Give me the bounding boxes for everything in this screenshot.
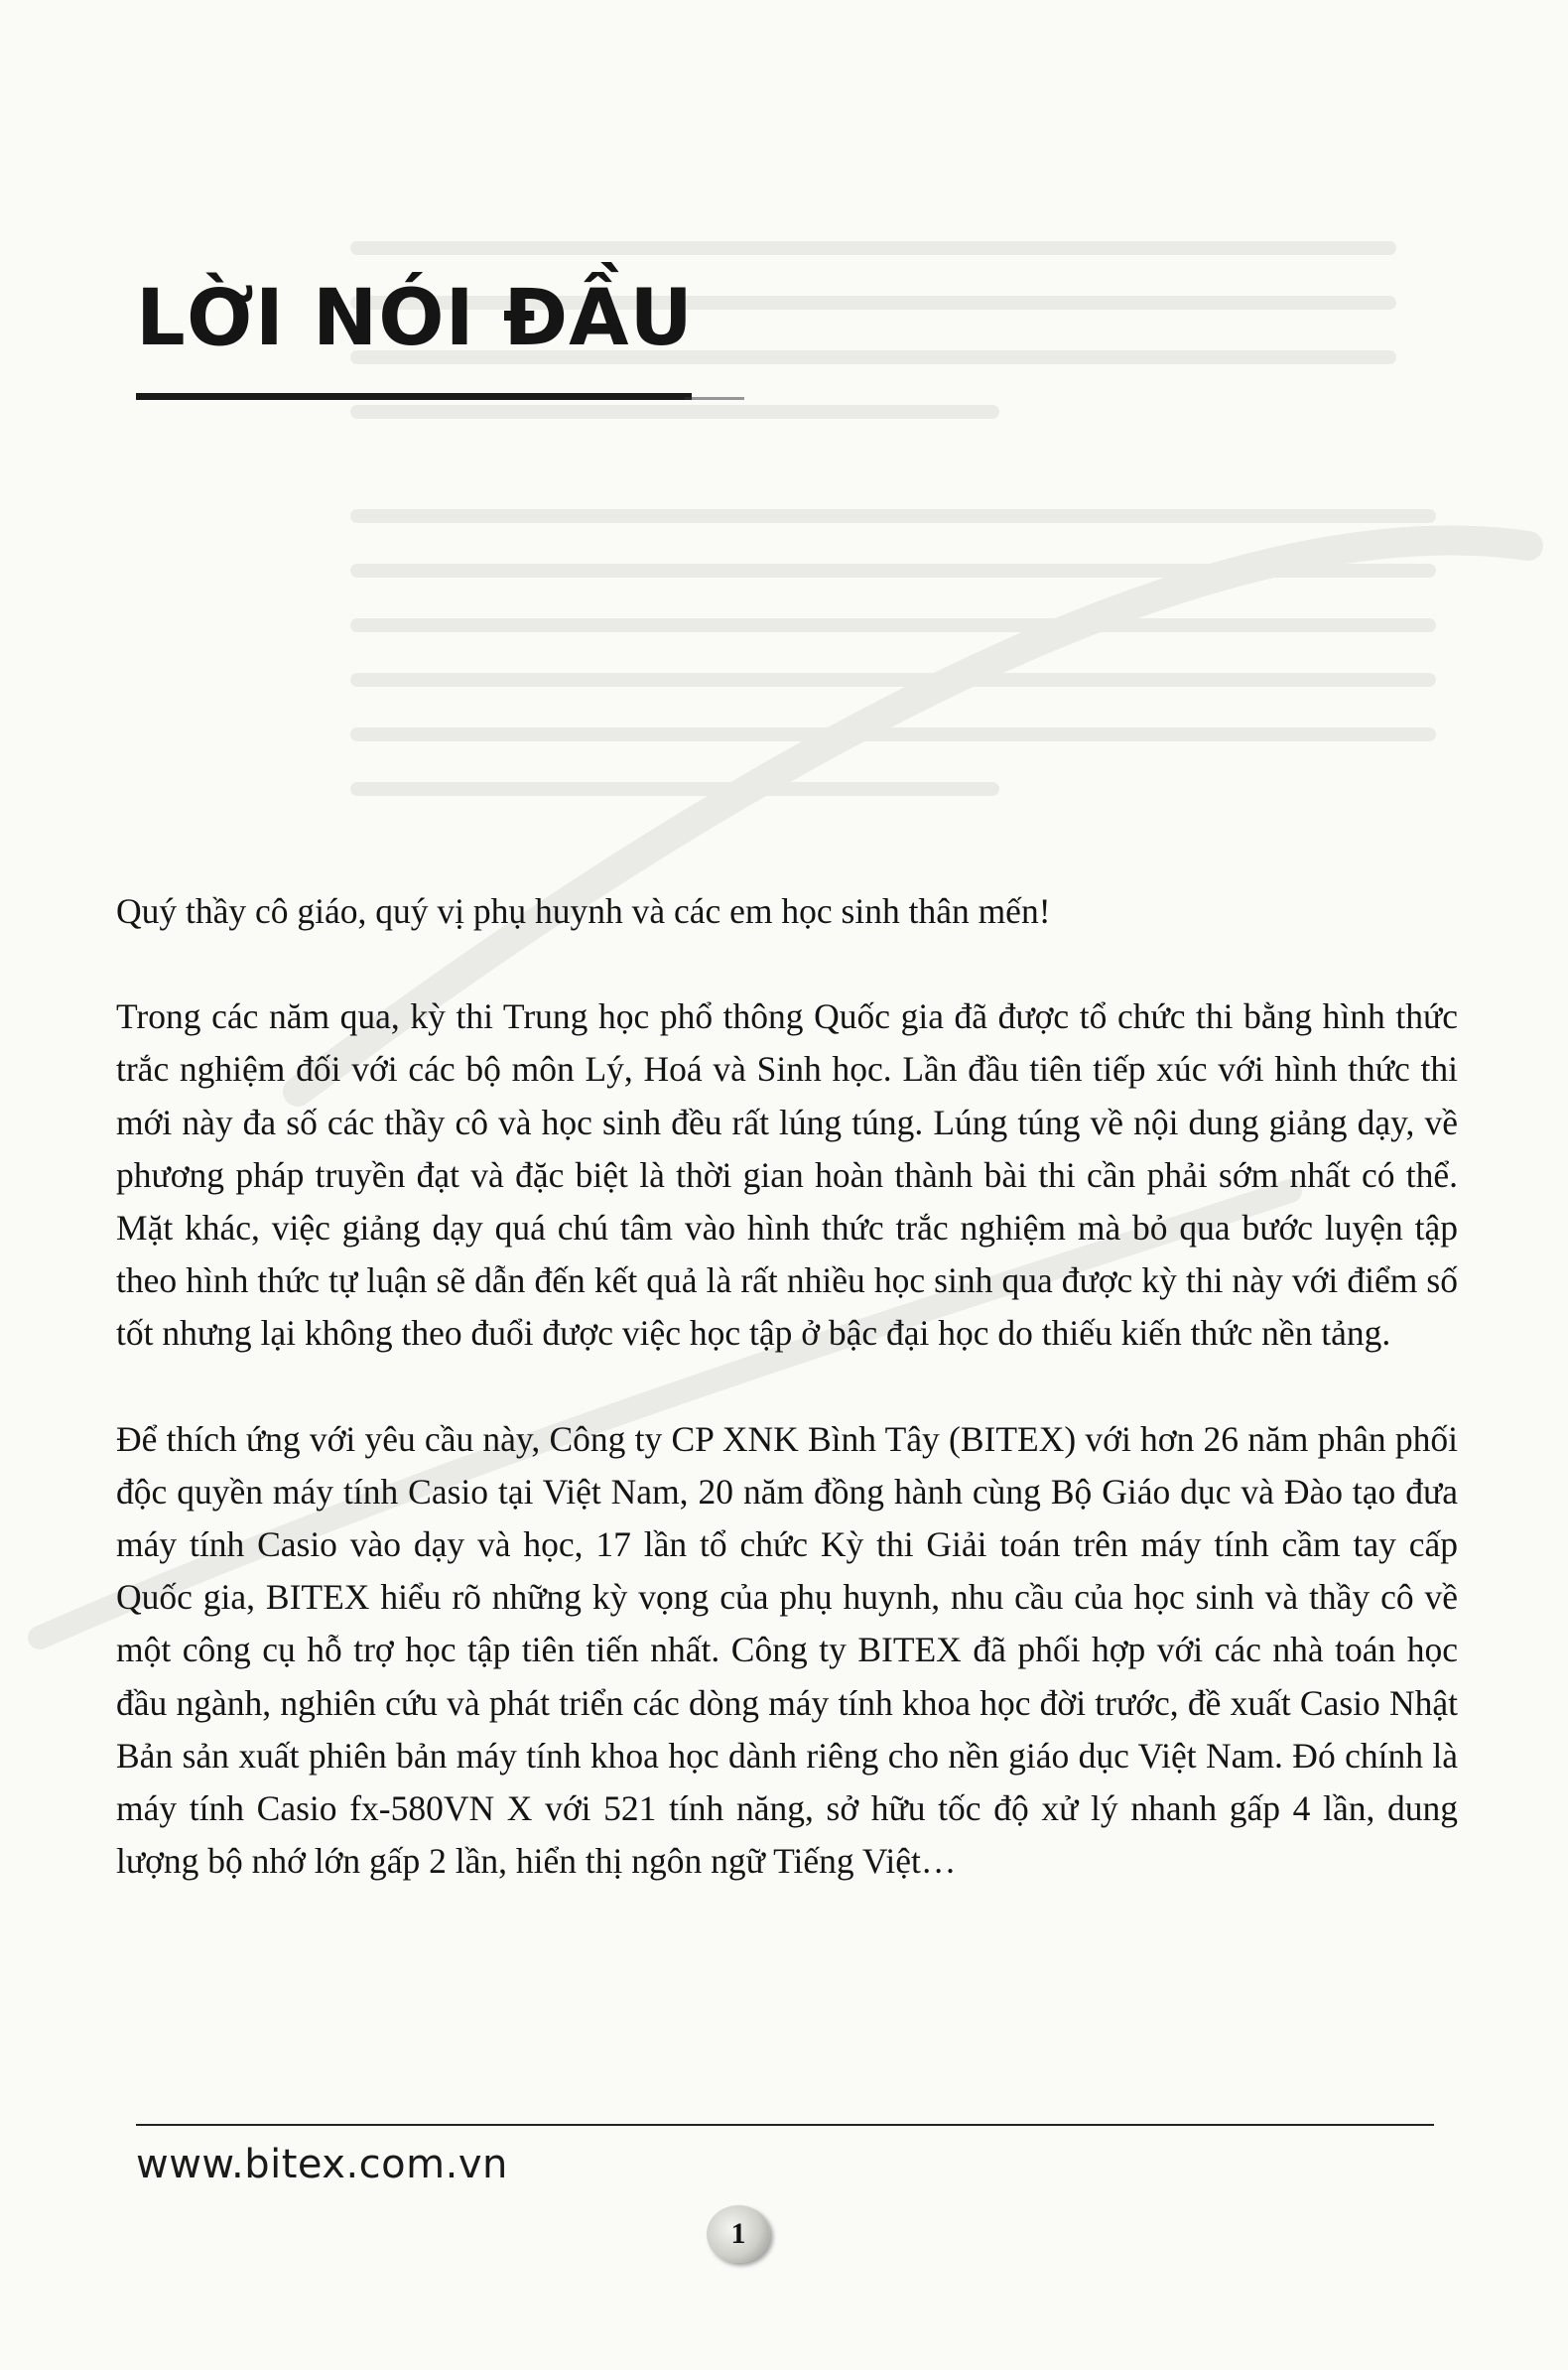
paragraph-2: Để thích ứng với yêu cầu này, Công ty CP XNK Bình Tây (BITEX) với hơn 26 năm phân phối độc quyền máy tính Casio tại Việt Nam, 20 năm đồng hành cùng Bộ Giáo dục và Đào tạo đưa máy tính Casio vào dạy và học, 17 lần tổ chức Kỳ thi Giải toán trên máy tính cầm tay cấp Quốc gia, BITEX hiểu rõ những kỳ vọng của phụ huynh, nhu cầu của học sinh và thầy cô về một công cụ hỗ trợ học tập tiên tiến nhất. Công ty BITEX đã phối hợp với các nhà toán học đầu ngành, nghiên cứu và phát triển các dòng máy tính khoa học đời trước, đề xuất Casio Nhật Bản sản xuất phiên bản máy tính khoa học dành riêng cho nền giáo dục Việt Nam. Đó chính là máy tính Casio fx-580VN X với 521 tính năng, sở hữu tốc độ xử lý nhanh gấp 4 lần, dung lượng bộ nhớ lớn gấp 2 lần, hiển thị ngôn ngữ Tiếng Việt… [116,1418,1458,1882]
page-title: LỜI NÓI ĐẦU [136,274,694,363]
title-underline-tail [685,397,744,400]
body-text [116,885,1458,1888]
greeting: Quý thầy cô giáo, quý vị phụ huynh và các em học sinh thân mến! [116,891,1051,931]
footer-divider [136,2124,1434,2126]
page-number-badge [707,2205,770,2263]
title-underline [136,393,692,400]
page-number: 1 [730,2217,746,2250]
footer-website: www.bitex.com.vn [136,2142,508,2187]
paragraph-1: Trong các năm qua, kỳ thi Trung học phổ thông Quốc gia đã được tổ chức thi bằng hình thức trắc nghiệm đối với các bộ môn Lý, Hoá và Sinh học. Lần đầu tiên tiếp xúc với hình thức thi mới này đa số các thầy cô và học sinh đều rất lúng túng. Lúng túng về nội dung giảng dạy, về phương pháp truyền đạt và đặc biệt là thời gian hoàn thành bài thi cần phải sớm nhất có thể. Mặt khác, việc giảng dạy quá chú tâm vào hình thức trắc nghiệm mà bỏ qua bước luyện tập theo hình thức tự luận sẽ dẫn đến kết quả là rất nhiều học sinh qua được kỳ thi này với điểm số tốt nhưng lại không theo đuổi được việc học tập ở bậc đại học do thiếu kiến thức nền tảng. [116,996,1458,1354]
